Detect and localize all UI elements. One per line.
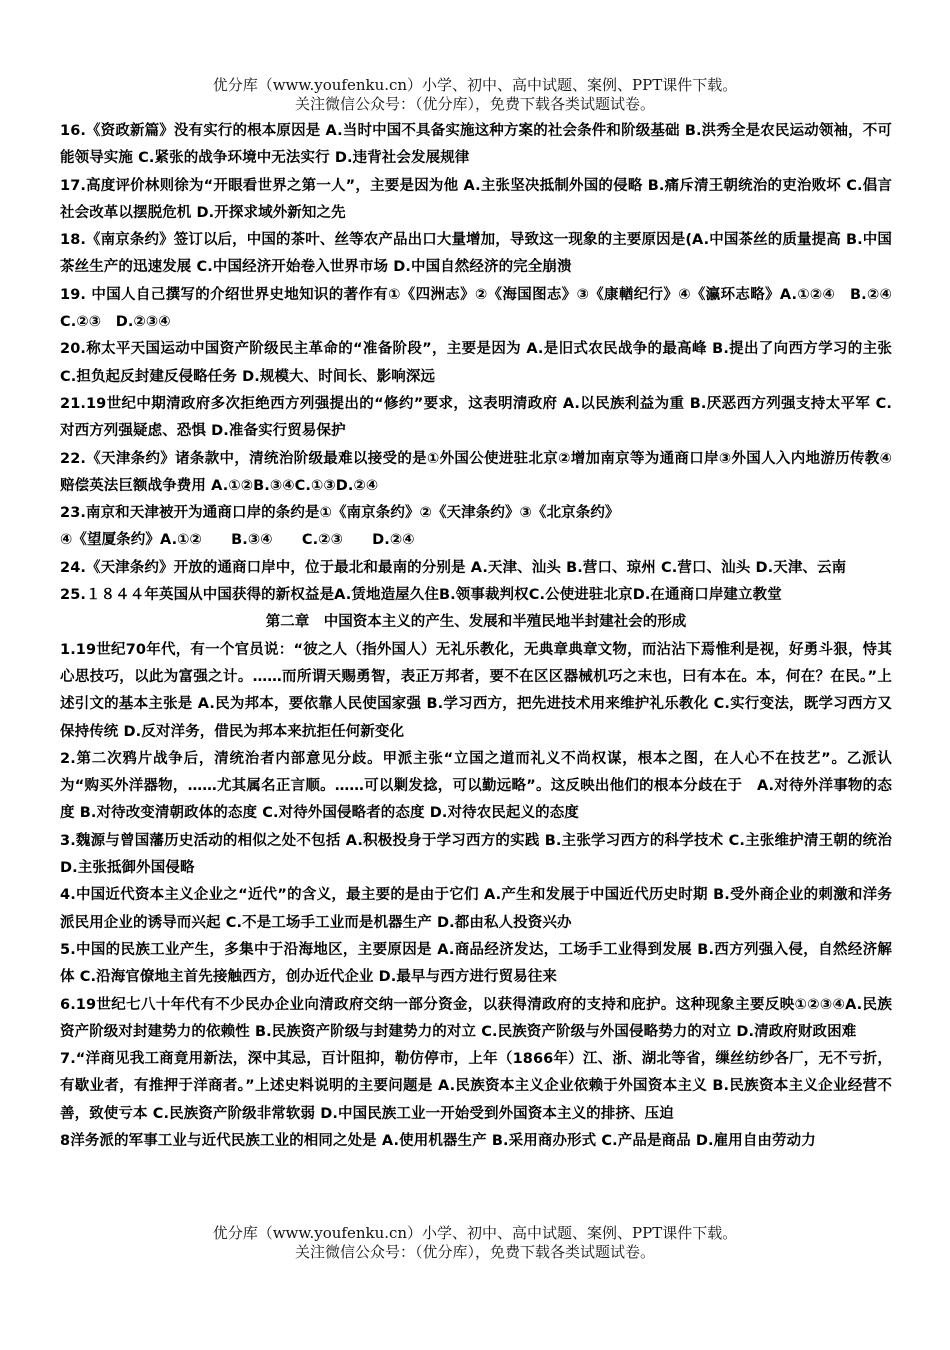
chapter2-question-2: 2.第二次鸦片战争后，清统治者内部意见分歧。甲派主张“立国之道而礼义不尚权谋，根本之图，在人心不在技艺”。乙派认为“购买外洋器物，……尤其属名正言顺。……可以剿发捻，可以勤远略”。这反映出他们的根本分歧在于 A.对待外洋事物的态度 B.对待改变清朝政体的态度 C.对待外国侵略者的态度 D.对待农民起义的态度 [60,750,892,822]
question-20: 20.称太平天国运动中国资产阶级民主革命的“准备阶段”，主要是因为 A.是旧式农民战争的最高峰 B.提出了向西方学习的主张 C.担负起反封建反侵略任务 D.规模大、时间长、影响深远 [60,341,892,385]
question-16: 16.《资政新篇》没有实行的根本原因是 A.当时中国不具备实施这种方案的社会条件和阶级基础 B.洪秀全是农民运动领袖，不可能领导实施 C.紧张的战争环境中无法实行 D.违背社会发展规律 [60,123,892,167]
page-body [60,118,907,1155]
chapter2-question-6: 6.19世纪七八十年代有不少民办企业向清政府交纳一部分资金，以获得清政府的支持和庇护。这种现象主要反映①②③④A.民族资产阶级对封建势力的依赖性 B.民族资产阶级与封建势力的对立 C.民族资产阶级与外国侵略势力的对立 D.清政府财政困难 [60,996,892,1040]
chapter2-question-4: 4.中国近代资本主义企业之“近代”的含义，最主要的是由于它们 A.产生和发展于中国近代历史时期 B.受外商企业的刺激和洋务派民用企业的诱导而兴起 C.不是工场手工业而是机器生产 D.都由私人投资兴办 [60,887,892,931]
question-22: 22.《天津条约》诸条款中，清统治阶级最难以接受的是①外国公使进驻北京②增加南京等为通商口岸③外国人入内地游历传教④赔偿英法巨额战争费用 A.①②B.③④C.①③D.②④ [60,450,892,494]
chapter2-question-3: 3.魏源与曾国藩历史活动的相似之处不包括 A.积极投身于学习西方的实践 B.主张学习西方的科学技术 C.主张维护清王朝的统治 D.主张抵御外国侵略 [60,832,892,877]
question-23: 23.南京和天津被开为通商口岸的条约是①《南京条约》②《天津条约》③《北京条约》 [60,505,620,522]
question-19: 19. 中国人自己撰写的介绍世界史地知识的著作有①《四洲志》②《海国图志》③《康輶纪行》④《瀛环志略》A.①②④ B.②④ C.②③ D.②③④ [60,286,907,331]
question-25: 25.１８４４年英国从中国获得的新权益是A.赁地造屋久住B.领事裁判权C.公使进驻北京D.在通商口岸建立教堂 [60,587,782,604]
question-21: 21.19世纪中期清政府多次拒绝西方列强提出的“修约”要求，这表明清政府 A.以民族利益为重 B.厌恶西方列强支持太平军 C.对西方列强疑虑、恐惧 D.准备实行贸易保护 [60,395,892,440]
question-23-options: ④《望厦条约》A.①② B.③④ C.②③ D.②④ [60,532,415,549]
footer-line-1: 优分库（www.youfenku.cn）小学、初中、高中试题、案例、PPT课件下载。 [212,1224,738,1242]
page-footer [0,1224,950,1262]
chapter-title: 第二章 中国资本主义的产生、发展和半殖民地半封建社会的形成 [265,614,687,631]
question-18: 18.《南京条约》签订以后，中国的茶叶、丝等农产品出口大量增加，导致这一现象的主要原因是(A.中国茶丝的质量提高 B.中国茶丝生产的迅速发展 C.中国经济开始卷入世界市场 D.中国自然经济的完全崩溃 [60,232,892,276]
question-24: 24.《天津条约》开放的通商口岸中，位于最北和最南的分别是 A.天津、汕头 B.营口、琼州 C.营口、汕头 D.天津、云南 [60,559,847,576]
chapter2-question-8: 8洋务派的军事工业与近代民族工业的相同之处是 A.使用机器生产 B.采用商办形式 C.产品是商品 D.雇用自由劳动力 [60,1132,816,1149]
chapter2-question-1: 1.19世纪70年代，有一个官员说：“彼之人（指外国人）无礼乐教化，无典章典章文物，而沾沾下焉惟利是视，好勇斗狠，恃其心思技巧，以此为富强之计。……而所谓天赐勇智，表正万邦者，要不在区区器械机巧之末也，曰有本在。本，何在？在民。”上述引文的基本主张是 A.民为邦本，要依靠人民使国家强 B.学习西方，把先进技术用来维护礼乐教化 C.实行变法，既学习西方又保持传统 D.反对洋务，借民为邦本来抗拒任何新变化 [60,641,892,740]
chapter2-question-5: 5.中国的民族工业产生，多集中于沿海地区，主要原因是 A.商品经济发达，工场手工业得到发展 B.西方列强入侵，自然经济解体 C.沿海官僚地主首先接触西方，创办近代企业 D.最早与西方进行贸易往来 [60,941,892,986]
footer-line-2: 关注微信公众号：（优分库），免费下载各类试题试卷。 [294,1243,655,1261]
question-17: 17.高度评价林则徐为“开眼看世界之第一人”，主要是因为他 A.主张坚决抵制外国的侵略 B.痛斥清王朝统治的吏治败坏 C.倡言社会改革以摆脱危机 D.开探求域外新知之先 [60,177,892,221]
page-header [0,76,950,114]
header-line-1: 优分库（www.youfenku.cn）小学、初中、高中试题、案例、PPT课件下载。 [212,76,738,94]
header-line-2: 关注微信公众号：（优分库），免费下载各类试题试卷。 [294,95,655,113]
chapter2-question-7: 7.“洋商见我工商竟用新法，深中其忌，百计阻抑，勒仿停市，上年（1866年）江、浙、湖北等省，缫丝纺纱各厂，无不亏折，有歇业者，有推押于洋商者。”上述史料说明的主要问题是 A.民族资本主义企业依赖于外国资本主义 B.民族资本主义企业经营不善，致使亏本 C.民族资产阶级非常软弱 D.中国民族工业一开始受到外国资本主义的排挤、压迫 [60,1051,892,1122]
